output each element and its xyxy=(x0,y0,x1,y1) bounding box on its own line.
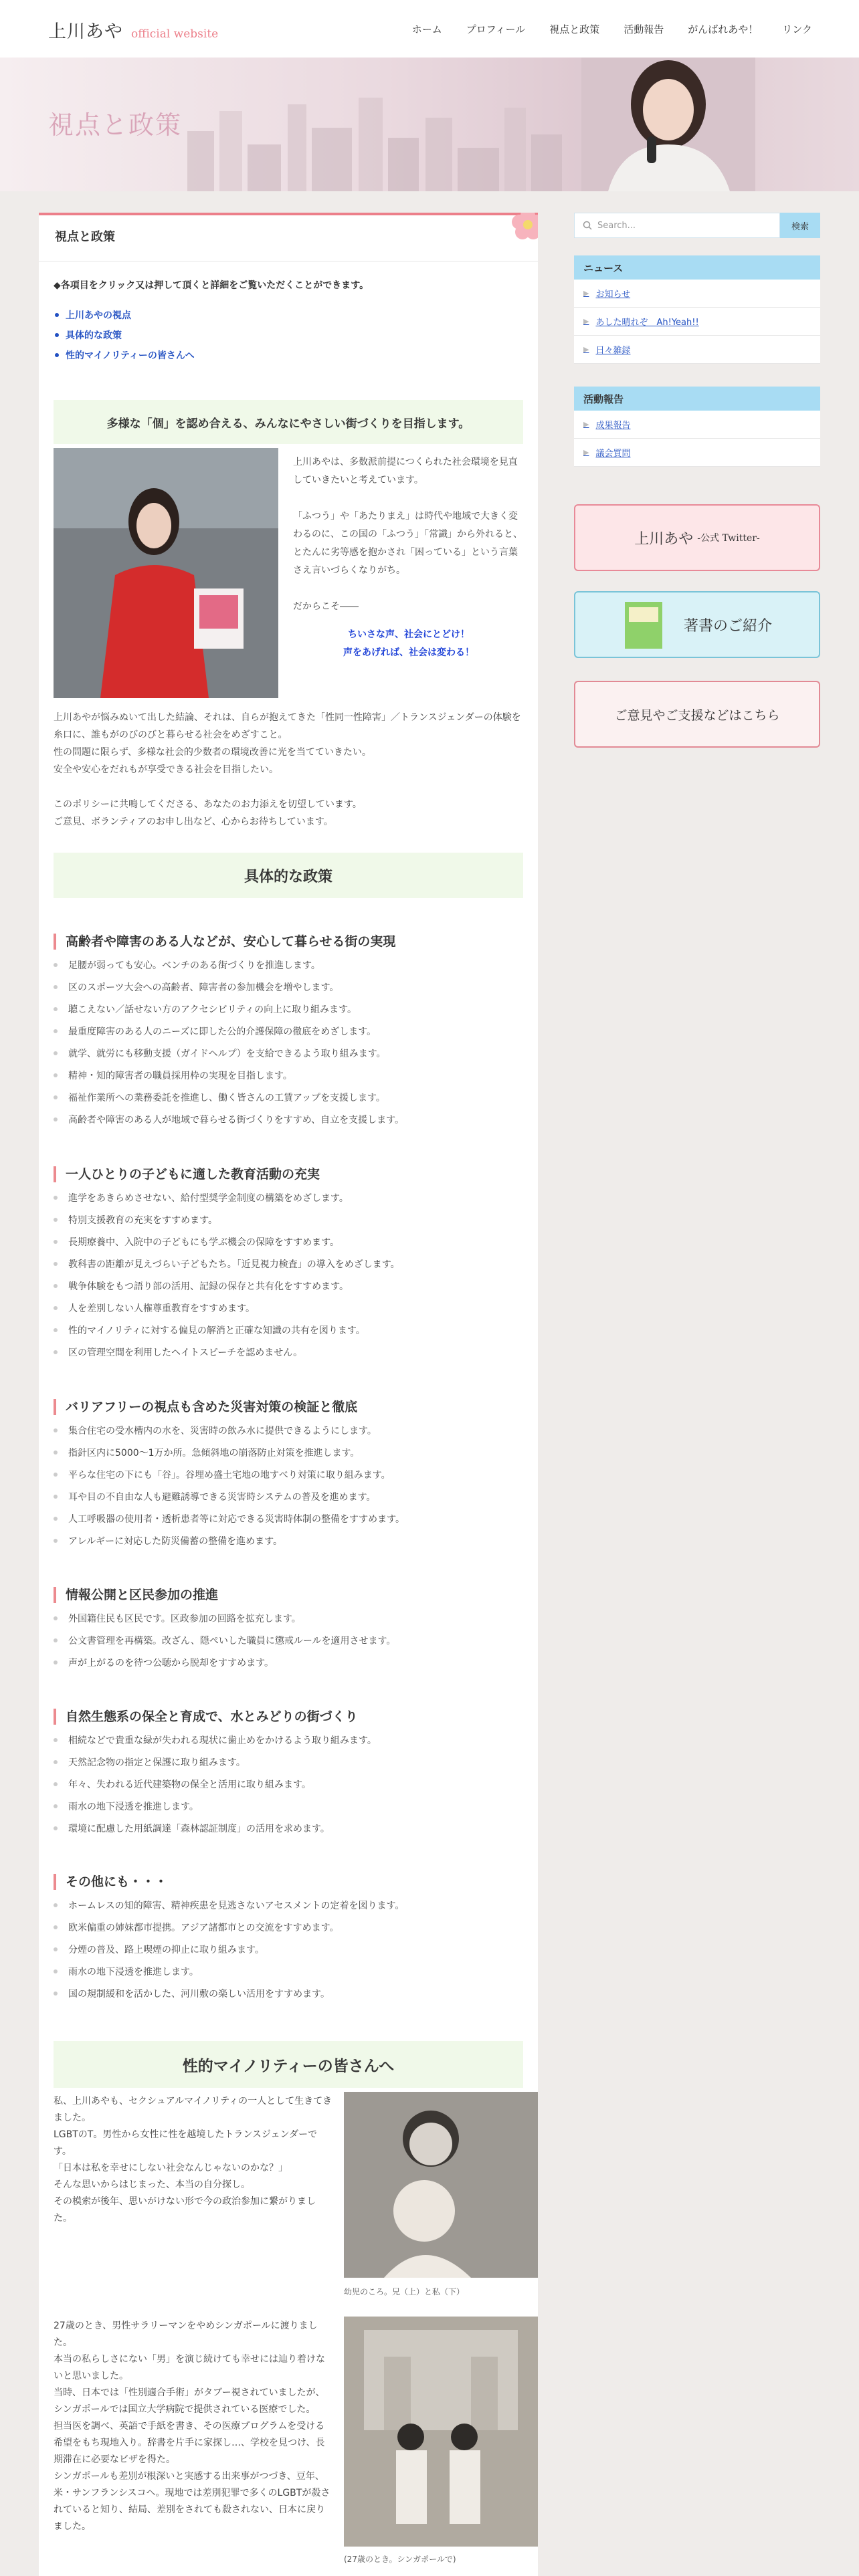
text-line: シンガポールも差別が根深いと実感する出来事がつづき、豆年、米・サンフランシスコへ。現地では差別犯罪で多くのLGBTが殺されていると知り、結局、差別をされても殺されない、日本に戻りました。 xyxy=(54,2471,330,2532)
policy-list-elderly xyxy=(54,954,404,1130)
chevron-right-icon: ▶ xyxy=(583,448,589,457)
toc-viewpoint-link[interactable] xyxy=(55,305,195,325)
list-item: 分煙の普及、路上喫煙の抑止に取り組みます。 xyxy=(54,1938,404,1960)
chevron-right-icon: ▶ xyxy=(583,317,589,326)
list-item: アレルギーに対応した防災備蓄の整備を進めます。 xyxy=(54,1529,405,1551)
banner-title: 上川あや xyxy=(634,530,694,548)
text-line: ご意見、ボランティアのお申し出など、心からお待ちしています。 xyxy=(54,817,333,827)
site-header xyxy=(0,0,859,58)
minority-paragraph-2 xyxy=(54,2318,333,2535)
book-icon xyxy=(622,598,669,651)
activity-link[interactable]: ▶ 議会質問 xyxy=(574,439,820,467)
text-line: 性の問題に限らず、多様な社会的少数者の環境改善に光を当てていきたい。 xyxy=(54,747,371,758)
policy-heading-disaster: バリアフリーの視点も含めた災害対策の検証と徹底 xyxy=(54,1399,357,1415)
policy-list-others xyxy=(54,1894,404,2004)
twitter-banner[interactable] xyxy=(574,504,820,571)
chevron-right-icon: ▶ xyxy=(583,420,589,429)
list-item: 天然記念物の指定と保護に取り組みます。 xyxy=(54,1751,377,1773)
slogan-line: ちいさな声、社会にとどけ！ xyxy=(348,629,470,640)
chevron-right-icon: ▶ xyxy=(583,345,589,354)
list-item: 平らな住宅の下にも「谷」。谷埋め盛土宅地の地すべり対策に取り組みます。 xyxy=(54,1463,405,1485)
list-item: 集合住宅の受水槽内の水を、災害時の飲み水に提供できるようにします。 xyxy=(54,1419,405,1441)
search-input[interactable] xyxy=(574,213,780,238)
news-widget xyxy=(574,255,820,364)
list-item: 区のスポーツ大会への高齢者、障害者の参加機会を増やします。 xyxy=(54,976,404,998)
site-name: 上川あや xyxy=(48,21,123,42)
candidate-portrait-image xyxy=(581,58,755,191)
childhood-photo xyxy=(344,2092,538,2278)
text-line: その模索が後年、思いがけない形で今の政治参加に繋がりました。 xyxy=(54,2196,316,2224)
list-item: 就学、就労にも移動支援（ガイドヘルプ）を支給できるよう取り組みます。 xyxy=(54,1042,404,1064)
text-line: 「ふつう」や「あたりまえ」は時代や地域で大きく変わるのに、この国の「ふつう」「常識」から外れると、とたんに劣等感を抱かされ「困っている」という言葉さえ言いづらくなりがち。 xyxy=(293,511,522,576)
banner-title: ご意見やご支援などはこちら xyxy=(614,708,780,723)
text-line: 上川あやが悩みぬいて出した結論、それは、自らが抱えてきた「性同一性障害」／トランスジェンダーの体験を糸口に、誰もがのびのびと暮らせる社会をめざすこと。 xyxy=(54,712,521,740)
search-placeholder: Search... xyxy=(597,220,636,231)
list-item: 教科書の距離が見えづらい子どもたち。「近見視力検査」の導入をめざします。 xyxy=(54,1253,400,1275)
policy-list-education xyxy=(54,1186,400,1363)
bullet-icon xyxy=(55,353,59,357)
city-skyline-image xyxy=(187,91,562,191)
policy-list-participation xyxy=(54,1607,395,1673)
street-speech-photo xyxy=(54,448,278,698)
text-line xyxy=(293,580,524,598)
contact-banner[interactable] xyxy=(574,681,820,748)
policy-list-nature xyxy=(54,1729,377,1839)
policy-heading-elderly: 高齢者や障害のある人などが、安心して暮らせる街の実現 xyxy=(54,934,395,950)
news-link[interactable]: ▶ あした晴れぞ Ah!Yeah!! xyxy=(574,308,820,336)
list-item: 進学をあきらめさせない、給付型奨学金制度の構築をめざします。 xyxy=(54,1186,400,1208)
photo-caption: 幼児のころ。兄（上）と私（下） xyxy=(344,2287,465,2296)
list-item: 特別支援教育の充実をすすめます。 xyxy=(54,1208,400,1230)
nav-home[interactable]: ホーム xyxy=(411,23,442,35)
list-item: 聴こえない／話せない方のアクセシビリティの向上に取り組みます。 xyxy=(54,998,404,1020)
banner-title: 著書のご紹介 xyxy=(683,617,772,635)
text-line: このポリシーに共鳴してくださる、あなたのお力添えを切望しています。 xyxy=(54,799,362,810)
list-item: 国の規制緩和を活かした、河川敷の楽しい活用をすすめます。 xyxy=(54,1982,404,2004)
list-item: 耳や目の不自由な人も避難誘導できる災害時システムの普及を進めます。 xyxy=(54,1485,405,1507)
policy-heading-nature: 自然生態系の保全と育成で、水とみどりの街づくり xyxy=(54,1709,358,1725)
toc-label: 具体的な政策 xyxy=(66,330,122,341)
page-hero-title: 視点と政策 xyxy=(48,110,183,140)
main-nav xyxy=(388,0,812,58)
content-top-border xyxy=(39,213,538,215)
toc-policy-link[interactable] xyxy=(55,325,195,345)
list-item: 雨水の地下浸透を推進します。 xyxy=(54,1795,377,1817)
text-line: 担当医を調べ、英語で手紙を書き、その医療プログラムを受ける希望をもち現地入り。辞書を片手に家探し…、学校を見つけ、長期滞在に必要なビザを得た。 xyxy=(54,2421,325,2465)
photo-caption: (27歳のとき。シンガポールで) xyxy=(344,2555,456,2564)
nav-support[interactable]: がんばれあや！ xyxy=(688,23,759,35)
text-line xyxy=(54,778,530,796)
list-item: 高齢者や障害のある人が地域で暮らせる街づくりをすすめ、自立を支援します。 xyxy=(54,1108,404,1130)
section-band-minority: 性的マイノリティーの皆さんへ xyxy=(54,2041,523,2088)
widget-title: ニュース xyxy=(574,255,820,280)
policy-heading-education: 一人ひとりの子どもに適した教育活動の充実 xyxy=(54,1166,320,1182)
intro-text: ◆各項目をクリック又は押して頂くと詳細をご覧いただくことができます。 xyxy=(54,280,369,291)
conclusion-paragraph xyxy=(54,709,530,831)
text-line: 「日本は私を幸せにしない社会なんじゃないのかな？」 xyxy=(54,2163,288,2173)
nav-policy[interactable]: 視点と政策 xyxy=(549,23,600,35)
list-item: 公文書管理を再構築。改ざん、隠ぺいした職員に懲戒ルールを適用させます。 xyxy=(54,1629,395,1651)
singapore-photo xyxy=(344,2317,538,2547)
toc-minority-link[interactable] xyxy=(55,345,195,365)
table-of-contents xyxy=(55,305,195,365)
activity-widget xyxy=(574,387,820,467)
list-item: 最重度障害のある人のニーズに即した公的介護保障の徹底をめざします。 xyxy=(54,1020,404,1042)
news-link[interactable]: ▶ 日々雑録 xyxy=(574,336,820,364)
policy-heading-participation: 情報公開と区民参加の推進 xyxy=(54,1587,218,1603)
toc-label: 上川あやの視点 xyxy=(66,310,131,321)
section-band-viewpoint: 多様な「個」を認め合える、みんなにやさしい街づくりを目指します。 xyxy=(54,400,523,444)
list-item: 声が上がるのを待つ公聴から脱却をすすめます。 xyxy=(54,1651,395,1673)
nav-activity[interactable]: 活動報告 xyxy=(624,23,664,35)
list-item: 外国籍住民も区民です。区政参加の回路を拡充します。 xyxy=(54,1607,395,1629)
slogan xyxy=(293,626,524,662)
bullet-icon xyxy=(55,333,59,337)
slogan-line: 声をあげれば、社会は変わる！ xyxy=(343,647,474,658)
text-line: 27歳のとき、男性サラリーマンをやめシンガポールに渡りました。 xyxy=(54,2321,318,2348)
section-band-policy: 具体的な政策 xyxy=(54,853,523,898)
policy-heading-others: その他にも・・・ xyxy=(54,1874,167,1890)
nav-profile[interactable]: プロフィール xyxy=(466,23,526,35)
banner-subtitle: -公式 Twitter- xyxy=(697,533,760,544)
list-item: 足腰が弱っても安心。ベンチのある街づくりを推進します。 xyxy=(54,954,404,976)
bullet-icon xyxy=(55,313,59,317)
list-item: 相続などで貴重な緑が失われる現状に歯止めをかけるよう取り組みます。 xyxy=(54,1729,377,1751)
viewpoint-paragraph xyxy=(293,453,524,616)
search-form xyxy=(574,213,820,238)
list-item: 福祉作業所への業務委託を推進し、働く皆さんの工賃アップを支援します。 xyxy=(54,1086,404,1108)
chevron-right-icon: ▶ xyxy=(583,289,589,298)
books-banner[interactable] xyxy=(574,591,820,658)
activity-link[interactable]: ▶ 成果報告 xyxy=(574,411,820,439)
toc-label: 性的マイノリティーの皆さんへ xyxy=(66,350,195,361)
list-item: ホームレスの知的障害、精神疾患を見逃さないアセスメントの定着を図ります。 xyxy=(54,1894,404,1916)
minority-paragraph-1 xyxy=(54,2093,333,2227)
widget-title: 活動報告 xyxy=(574,387,820,411)
list-item: 戦争体験をもつ語り部の活用、記録の保存と共有化をすすめます。 xyxy=(54,1275,400,1297)
flower-icon xyxy=(510,213,538,242)
hero-banner xyxy=(0,58,859,191)
list-item: 長期療養中、入院中の子どもにも学ぶ機会の保障をすすめます。 xyxy=(54,1230,400,1253)
list-item: 精神・知的障害者の職員採用枠の実現を目指します。 xyxy=(54,1064,404,1086)
site-logo[interactable] xyxy=(48,17,218,43)
list-item: 指針区内に5000〜1万か所。急傾斜地の崩落防止対策を推進します。 xyxy=(54,1441,405,1463)
list-item: 環境に配慮した用紙調達「森林認証制度」の活用を求めます。 xyxy=(54,1817,377,1839)
main-content xyxy=(39,213,538,2576)
text-line: 当時、日本では「性別適合手術」がタブー視されていましたが、シンガポールでは国立大学病院で提供されている医療でした。 xyxy=(54,2387,325,2415)
text-line: 私、上川あやも、セクシュアルマイノリティの一人として生きてきました。 xyxy=(54,2096,332,2123)
list-item: 区の管理空間を利用したヘイトスピーチを認めません。 xyxy=(54,1341,400,1363)
nav-links[interactable]: リンク xyxy=(782,23,812,35)
list-item: 雨水の地下浸透を推進します。 xyxy=(54,1960,404,1982)
search-icon xyxy=(583,221,592,230)
text-line: LGBTのT。男性から女性に性を越境したトランスジェンダーです。 xyxy=(54,2129,318,2157)
text-line: だからこそ―― xyxy=(293,601,359,612)
text-line: そんな思いからはじまった、本当の自分探し。 xyxy=(54,2179,250,2190)
text-line xyxy=(293,490,524,508)
list-item: 性的マイノリティに対する偏見の解消と正確な知識の共有を図ります。 xyxy=(54,1319,400,1341)
text-line: 安全や安心をだれもが享受できる社会を目指したい。 xyxy=(54,764,278,775)
text-line: 上川あやは、多数派前提につくられた社会環境を見直していきたいと考えています。 xyxy=(293,457,518,486)
search-button[interactable]: 検索 xyxy=(780,213,820,238)
policy-list-disaster xyxy=(54,1419,405,1551)
text-line: 本当の私らしさにない「男」を演じ続けても幸せには辿り着けないと思いました。 xyxy=(54,2354,325,2381)
list-item: 人工呼吸器の使用者・透析患者等に対応できる災害時体制の整備をすすめます。 xyxy=(54,1507,405,1529)
list-item: 年々、失われる近代建築物の保全と活用に取り組みます。 xyxy=(54,1773,377,1795)
list-item: 人を差別しない人権尊重教育をすすめます。 xyxy=(54,1297,400,1319)
site-subtitle: official website xyxy=(131,27,219,41)
news-link[interactable]: ▶ お知らせ xyxy=(574,280,820,308)
list-item: 欧米偏重の姉妹都市提携。アジア諸都市との交流をすすめます。 xyxy=(54,1916,404,1938)
page-title: 視点と政策 xyxy=(55,230,115,244)
